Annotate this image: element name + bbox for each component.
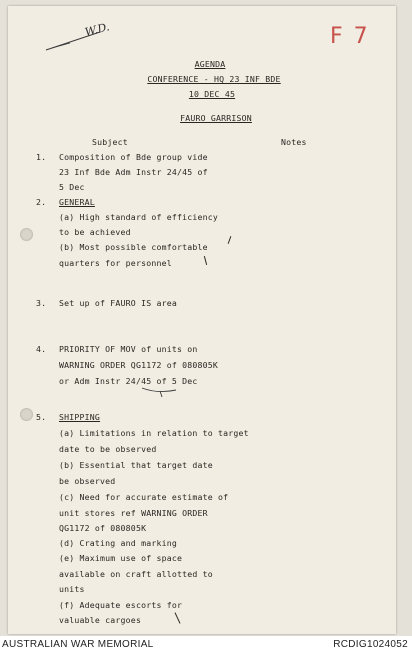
item-line: (b) Most possible comfortable [59,242,208,252]
item-line: (c) Need for accurate estimate of [59,492,229,502]
item-number: 3. [36,298,47,308]
item-line: quarters for personnel [59,258,172,268]
item-line: Set up of FAURO IS area [59,298,177,308]
handwritten-wd-text: W.D. [83,20,111,39]
garrison-heading: FAURO GARRISON [180,113,252,123]
item-line: (a) Limitations in relation to target [59,428,249,438]
item-number: 2. [36,197,47,207]
item-line: WARNING ORDER QG1172 of 080805K [59,360,219,370]
item-number: 1. [36,152,47,162]
item-number: 4. [36,344,47,354]
item-line: or Adm Instr 24/45 of 5 Dec [59,376,198,386]
subject-column-header: Subject [92,137,128,147]
conference-heading: CONFERENCE - HQ 23 INF BDE [147,74,281,84]
item-line: (f) Adequate escorts for [59,600,183,610]
handwritten-f7-mark: F 7 [330,24,370,49]
footer-credit: AUSTRALIAN WAR MEMORIAL [2,639,154,650]
item-line: 5 Dec [59,182,85,192]
pencil-underline-mark [140,384,180,398]
notes-column-header: Notes [281,137,307,147]
item-line: date to be observed [59,444,157,454]
item-line: QG1172 of 080805K [59,523,147,533]
handwritten-wd-mark [40,10,130,55]
item-line: (a) High standard of efficiency [59,212,219,222]
item-line: Composition of Bde group vide [59,152,208,162]
agenda-heading: AGENDA [194,59,226,69]
item-line: (e) Maximum use of space [59,553,183,563]
item-number: 5. [36,412,47,422]
item-line: (d) Crating and marking [59,538,177,548]
item-heading: GENERAL [59,197,95,207]
item-line: to be achieved [59,227,131,237]
item-line: (b) Essential that target date [59,460,213,470]
item-line: units [59,584,85,594]
item-heading: SHIPPING [59,412,101,422]
item-line: available on craft allotted to [59,569,213,579]
item-line: valuable cargoes [59,615,142,625]
item-line: PRIORITY OF MOV of units on [59,344,198,354]
item-line: 23 Inf Bde Adm Instr 24/45 of [59,167,208,177]
punch-hole [20,408,33,421]
item-line: be observed [59,476,116,486]
footer-catalog-id: RCDIG1024052 [333,639,408,650]
item-line: unit stores ref WARNING ORDER [59,508,208,518]
date-heading: 10 DEC 45 [188,89,236,99]
punch-hole [20,228,33,241]
